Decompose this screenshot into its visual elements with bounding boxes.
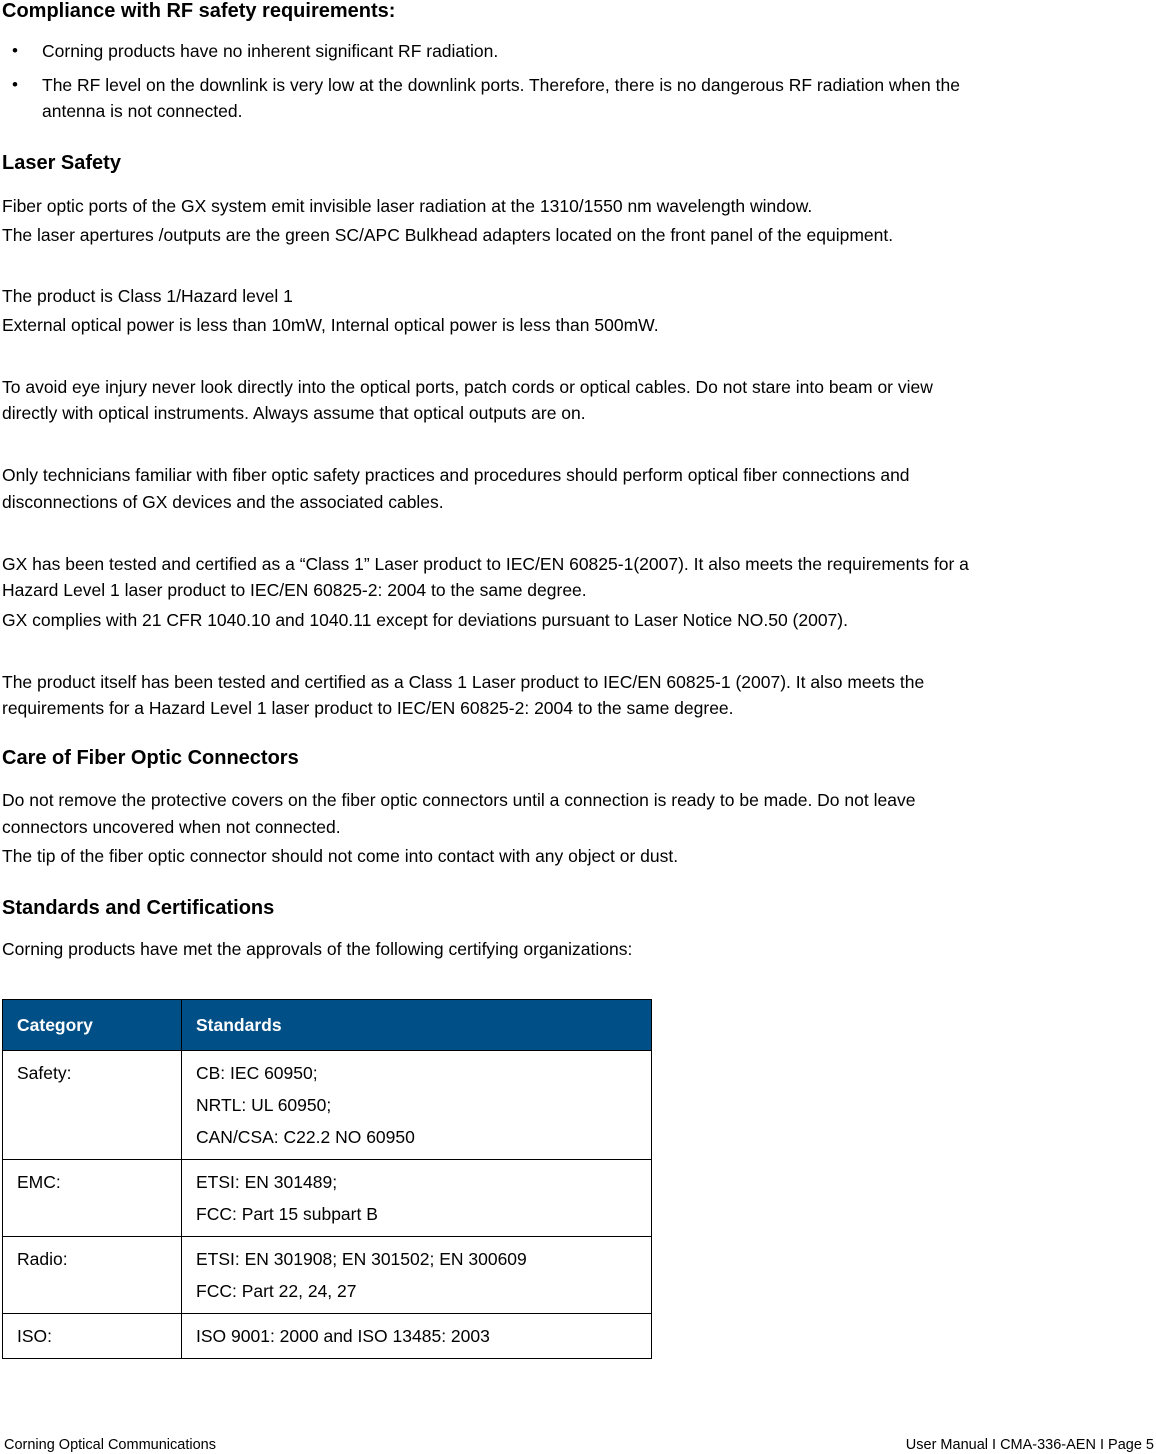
standards-cell [182,1314,652,1359]
category-cell: Radio: [3,1237,182,1314]
rf-bullet-1: Corning products have no inherent significant RF radiation. [42,41,499,61]
standard-item: FCC: Part 22, 24, 27 [196,1281,357,1301]
standard-item: CB: IEC 60950; [196,1063,318,1083]
table-row [3,1237,652,1314]
standard-item: NRTL: UL 60950; [196,1095,332,1115]
rf-bullet-2: The RF level on the downlink is very low at the downlink ports. Therefore, there is no dangerous RF radiation when the [42,75,960,95]
laser-heading: Laser Safety [2,152,121,174]
standards-cell [182,1160,652,1237]
laser-line: Only technicians familiar with fiber optic safety practices and procedures should perform optical fiber connections and [2,465,910,485]
laser-line: GX complies with 21 CFR 1040.10 and 1040.11 except for deviations pursuant to Laser Notice NO.50 (2007). [2,610,848,630]
laser-line: Hazard Level 1 laser product to IEC/EN 60825-2: 2004 to the same degree. [2,580,587,600]
laser-line: Fiber optic ports of the GX system emit invisible laser radiation at the 1310/1550 nm wavelength window. [2,196,813,216]
rf-bullet-2-cont: antenna is not connected. [42,101,243,121]
standard-item: FCC: Part 15 subpart B [196,1204,378,1224]
laser-line: directly with optical instruments. Always assume that optical outputs are on. [2,403,586,423]
standard-item: CAN/CSA: C22.2 NO 60950 [196,1127,415,1147]
bullet-icon: • [12,41,18,60]
column-header-standards: Standards [182,1000,652,1051]
laser-line: External optical power is less than 10mW, Internal optical power is less than 500mW. [2,315,659,335]
laser-line: The product is Class 1/Hazard level 1 [2,286,293,306]
category-cell: ISO: [3,1314,182,1359]
care-line: The tip of the fiber optic connector should not come into contact with any object or dust. [2,846,679,866]
rf-heading: Compliance with RF safety requirements: [2,0,396,22]
table-row [3,1051,652,1160]
table-header-row [3,1000,652,1051]
laser-line: The product itself has been tested and certified as a Class 1 Laser product to IEC/EN 60825-1 (2007). It also meets the [2,672,925,692]
category-cell: EMC: [3,1160,182,1237]
table-row [3,1160,652,1237]
standards-table [2,999,652,1359]
footer-right: User Manual I CMA-336-AEN I Page 5 [905,1437,1154,1453]
standards-intro: Corning products have met the approvals of the following certifying organizations: [2,939,633,959]
table-row [3,1314,652,1359]
care-heading: Care of Fiber Optic Connectors [2,747,299,769]
laser-line: The laser apertures /outputs are the green SC/APC Bulkhead adapters located on the front panel of the equipment. [2,225,894,245]
standards-cell [182,1237,652,1314]
footer-left: Corning Optical Communications [4,1437,216,1453]
standards-heading: Standards and Certifications [2,897,275,919]
laser-line: To avoid eye injury never look directly into the optical ports, patch cords or optical cables. Do not stare into beam or view [2,377,933,397]
care-line: Do not remove the protective covers on the fiber optic connectors until a connection is ready to be made. Do not leave [2,790,916,810]
standard-item: ETSI: EN 301908; EN 301502; EN 300609 [196,1249,527,1269]
standards-cell [182,1051,652,1160]
standard-item: ISO 9001: 2000 and ISO 13485: 2003 [196,1326,490,1346]
laser-line: requirements for a Hazard Level 1 laser product to IEC/EN 60825-2: 2004 to the same degree. [2,698,734,718]
bullet-icon: • [12,75,18,94]
column-header-category: Category [3,1000,182,1051]
laser-line: GX has been tested and certified as a “Class 1” Laser product to IEC/EN 60825-1(2007). It also meets the requirements for a [2,554,969,574]
care-line: connectors uncovered when not connected. [2,817,341,837]
standard-item: ETSI: EN 301489; [196,1172,338,1192]
laser-line: disconnections of GX devices and the associated cables. [2,492,444,512]
category-cell: Safety: [3,1051,182,1160]
